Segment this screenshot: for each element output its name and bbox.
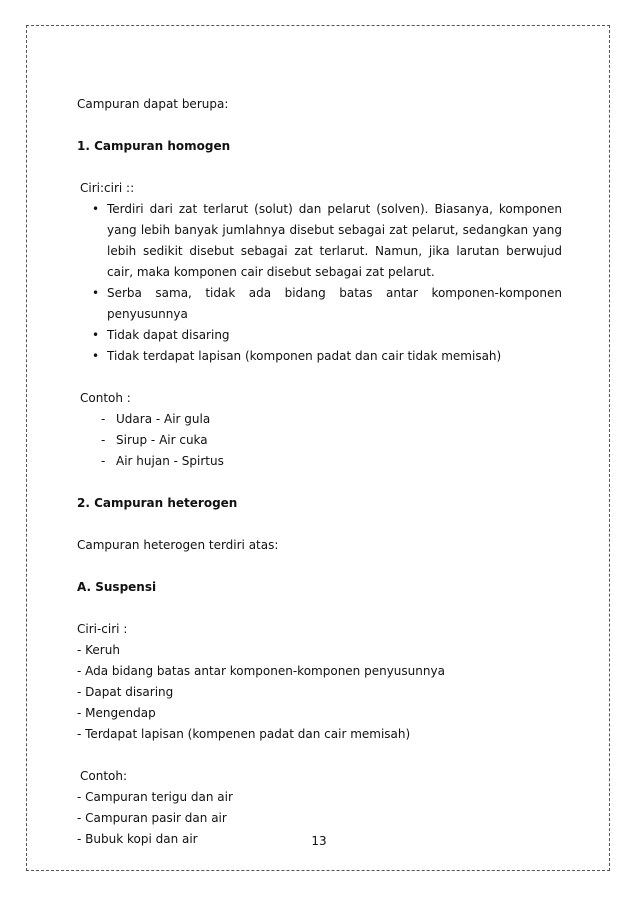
list-item: • Tidak dapat disaring <box>77 325 562 346</box>
subsection-a-contoh-label: Contoh: <box>80 769 128 783</box>
list-item: • Tidak terdapat lapisan (komponen padat dan cair tidak memisah) <box>77 346 562 367</box>
page-number: 13 <box>311 834 327 848</box>
list-item: - Campuran pasir dan air <box>77 811 227 825</box>
list-item: - Mengendap <box>77 706 156 720</box>
list-item: • Serba sama, tidak ada bidang batas antar komponen-komponen penyusunnya <box>77 283 562 325</box>
intro-text: Campuran dapat berupa: <box>77 97 229 111</box>
section2-intro: Campuran heterogen terdiri atas: <box>77 538 279 552</box>
section1-ciri-label: Ciri:ciri :: <box>80 181 135 195</box>
list-item: - Campuran terigu dan air <box>77 790 233 804</box>
list-item: - Terdapat lapisan (kompenen padat dan cair memisah) <box>77 727 411 741</box>
section1-heading: 1. Campuran homogen <box>77 139 231 153</box>
list-item: - Ada bidang batas antar komponen-komponen penyusunnya <box>77 664 445 678</box>
list-item: - Dapat disaring <box>77 685 174 699</box>
list-item: - Sirup - Air cuka <box>77 430 562 451</box>
section1-contoh-list <box>77 409 562 472</box>
list-item: - Keruh <box>77 643 120 657</box>
list-item: • Terdiri dari zat terlarut (solut) dan pelarut (solven). Biasanya, komponen yang lebih banyak jumlahnya disebut sebagai zat pelarut, sedangkan yang lebih sedikit disebut sebagai zat terlarut. Namun, jika larutan berwujud cair, maka komponen cair disebut sebagai zat pelarut. <box>77 199 562 283</box>
subsection-a-ciri-label: Ciri-ciri : <box>77 622 128 636</box>
section1-contoh-label: Contoh : <box>80 391 131 405</box>
section1-bullet-list <box>77 199 562 367</box>
list-item: - Bubuk kopi dan air <box>77 832 198 846</box>
document-body <box>77 94 562 850</box>
list-item: - Air hujan - Spirtus <box>77 451 562 472</box>
subsection-a-heading: A. Suspensi <box>77 580 157 594</box>
list-item: - Udara - Air gula <box>77 409 562 430</box>
section2-heading: 2. Campuran heterogen <box>77 496 238 510</box>
